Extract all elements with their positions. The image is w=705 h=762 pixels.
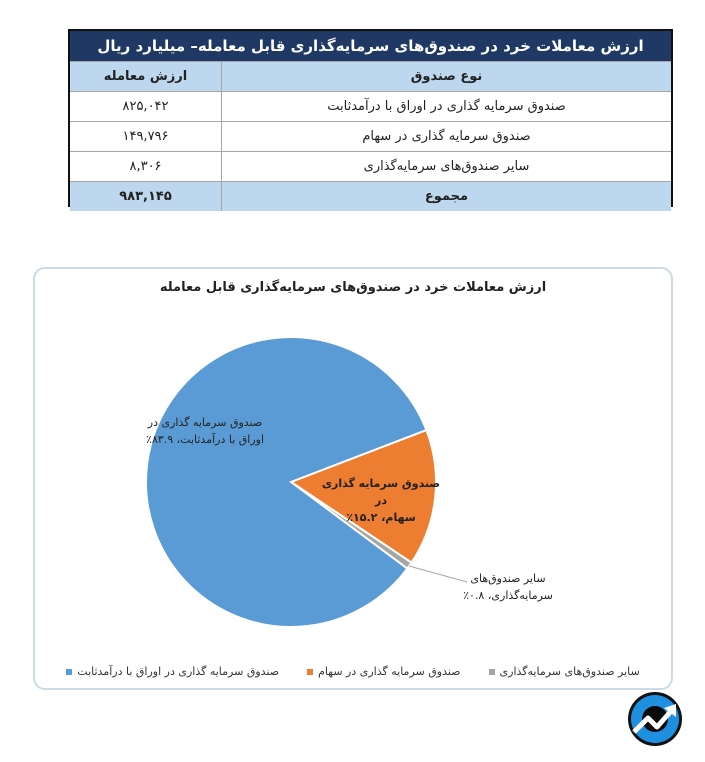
legend-label: صندوق سرمایه گذاری در سهام xyxy=(318,665,461,678)
data-label-other xyxy=(453,570,563,604)
cell-trade-value: ۸۲۵,۰۴۲ xyxy=(70,92,222,121)
legend-label: صندوق سرمایه گذاری در اوراق با درآمدثابت xyxy=(77,665,280,678)
data-label-equity xyxy=(321,475,441,526)
table-row xyxy=(70,121,671,151)
total-value: ۹۸۳,۱۴۵ xyxy=(70,182,222,211)
data-label-fixed-income xyxy=(145,414,265,448)
cell-trade-value: ۱۴۹,۷۹۶ xyxy=(70,122,222,151)
data-label-line: صندوق سرمایه گذاری در xyxy=(321,477,441,507)
table-total-row xyxy=(70,181,671,211)
pie-chart-frame xyxy=(33,267,673,690)
header-trade-value: ارزش معامله xyxy=(70,62,222,91)
data-label-line: سهام، ۱۵.۲٪ xyxy=(346,511,416,524)
total-label: مجموع xyxy=(424,189,469,204)
legend-label: سایر صندوق‌های سرمایه‌گذاری xyxy=(499,665,640,678)
chart-legend xyxy=(35,665,671,678)
brand-logo-icon xyxy=(626,690,684,748)
legend-swatch-orange xyxy=(307,669,313,675)
data-label-line: صندوق سرمایه گذاری در xyxy=(147,416,263,429)
legend-swatch-gray xyxy=(489,669,495,675)
legend-item-other xyxy=(489,665,640,678)
chart-title: ارزش معاملات خرد در صندوق‌های سرمایه‌گذاری قابل معامله xyxy=(159,280,547,295)
cell-fund-type: صندوق سرمایه گذاری در اوراق با درآمدثابت xyxy=(327,99,566,114)
cell-trade-value: ۸,۳۰۶ xyxy=(70,152,222,181)
header-fund-type: نوع صندوق xyxy=(410,69,483,84)
legend-item-fixed-income xyxy=(66,665,279,678)
legend-item-equity xyxy=(307,665,460,678)
cell-fund-type: صندوق سرمایه گذاری در سهام xyxy=(362,129,531,144)
legend-swatch-blue xyxy=(66,669,72,675)
data-label-line: سایر صندوق‌های xyxy=(470,572,546,585)
data-label-line: سرمایه‌گذاری، ۰.۸٪ xyxy=(463,589,553,602)
table-header-row xyxy=(70,61,671,91)
table-row xyxy=(70,91,671,121)
table-title: ارزش معاملات خرد در صندوق‌های سرمایه‌گذاری قابل معامله– میلیارد ریال xyxy=(70,31,671,61)
data-label-line: اوراق با درآمدثابت، ۸۳.۹٪ xyxy=(145,433,265,446)
trade-value-table xyxy=(68,29,673,207)
table-row xyxy=(70,151,671,181)
cell-fund-type: سایر صندوق‌های سرمایه‌گذاری xyxy=(363,159,530,174)
